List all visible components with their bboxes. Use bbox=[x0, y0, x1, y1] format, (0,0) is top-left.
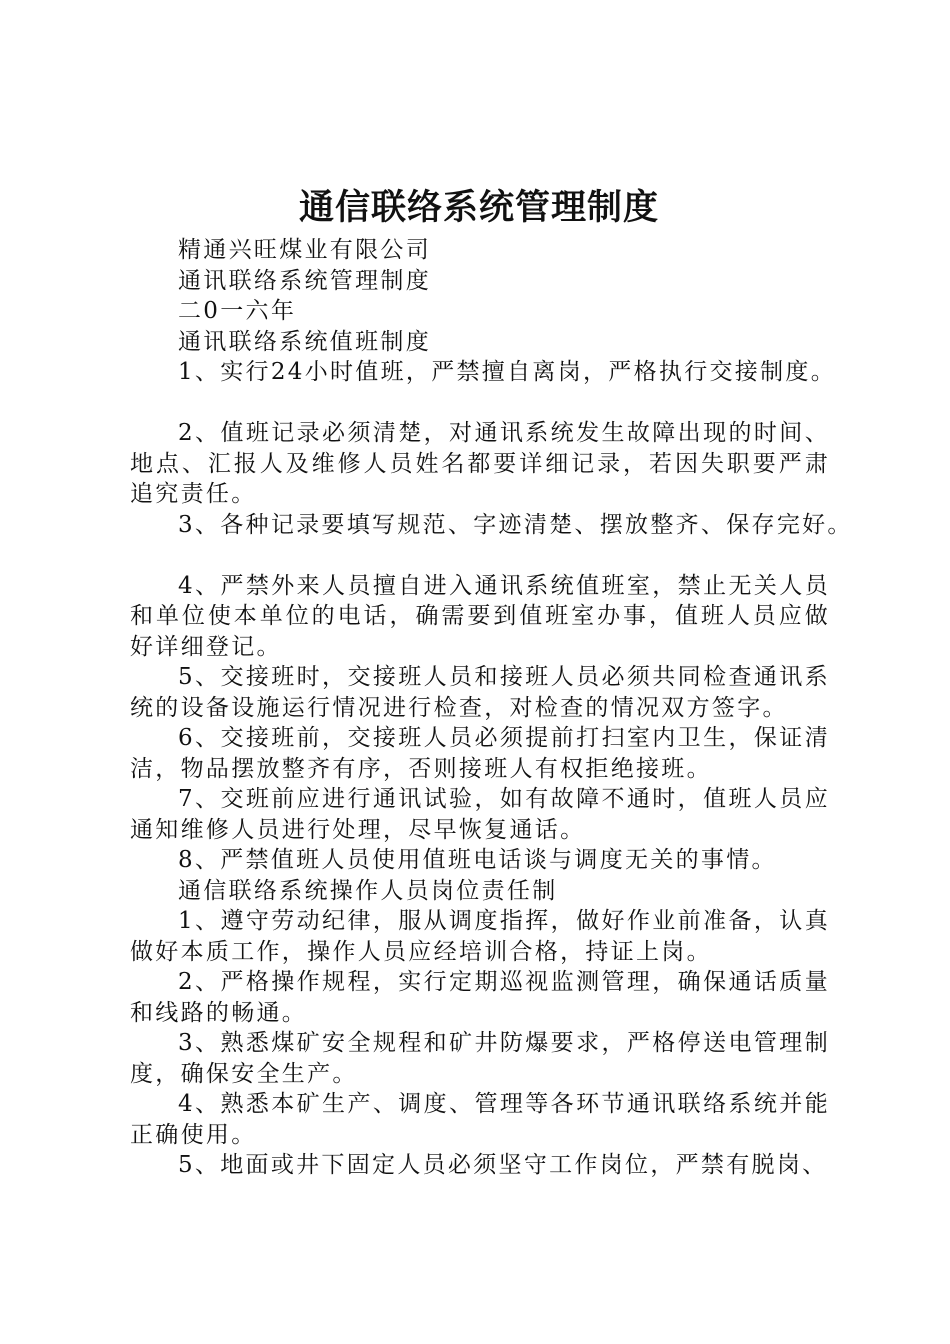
paragraph: 5、地面或井下固定人员必须坚守工作岗位，严禁有脱岗、 bbox=[178, 1152, 828, 1178]
paragraph: 1、实行24小时值班，严禁擅自离岗，严格执行交接制度。 bbox=[178, 359, 836, 385]
paragraph: 5、交接班时，交接班人员和接班人员必须共同检查通讯系统的设备设施运行情况进行检查，对检查的情况双方签字。 bbox=[130, 664, 830, 721]
paragraph: 4、严禁外来人员擅自进入通讯系统值班室，禁止无关人员和单位使本单位的电话，确需要到值班室办事，值班人员应做好详细登记。 bbox=[130, 572, 830, 660]
document-body bbox=[130, 235, 853, 1181]
section-heading: 通讯联络系统值班制度 bbox=[178, 328, 431, 355]
paragraph: 3、熟悉煤矿安全规程和矿井防爆要求，严格停送电管理制度，确保安全生产。 bbox=[130, 1030, 830, 1087]
paragraph: 6、交接班前，交接班人员必须提前打扫室内卫生，保证清洁，物品摆放整齐有序，否则接班人有权拒绝接班。 bbox=[130, 725, 830, 782]
year-line: 二0一六年 bbox=[178, 298, 297, 324]
paragraph: 3、各种记录要填写规范、字迹清楚、摆放整齐、保存完好。 bbox=[178, 511, 853, 538]
paragraph: 2、值班记录必须清楚，对通讯系统发生故障出现的时间、地点、汇报人及维修人员姓名都要详细记录，若因失职要严肃追究责任。 bbox=[130, 420, 830, 507]
section-heading: 通信联络系统操作人员岗位责任制 bbox=[178, 877, 558, 904]
paragraph: 8、严禁值班人员使用值班电话谈与调度无关的事情。 bbox=[178, 847, 777, 873]
paragraph: 4、熟悉本矿生产、调度、管理等各环节通讯联络系统并能正确使用。 bbox=[130, 1091, 830, 1148]
subtitle-line: 通讯联络系统管理制度 bbox=[178, 267, 431, 294]
document-title: 通信联络系统管理制度 bbox=[298, 187, 659, 228]
paragraph: 1、遵守劳动纪律，服从调度指挥，做好作业前准备，认真做好本质工作，操作人员应经培训合格，持证上岗。 bbox=[130, 908, 830, 965]
paragraph: 2、严格操作规程，实行定期巡视监测管理，确保通话质量和线路的畅通。 bbox=[130, 969, 830, 1026]
paragraph: 7、交班前应进行通讯试验，如有故障不通时，值班人员应通知维修人员进行处理，尽早恢复通话。 bbox=[130, 786, 830, 843]
company-name: 精通兴旺煤业有限公司 bbox=[178, 237, 431, 263]
